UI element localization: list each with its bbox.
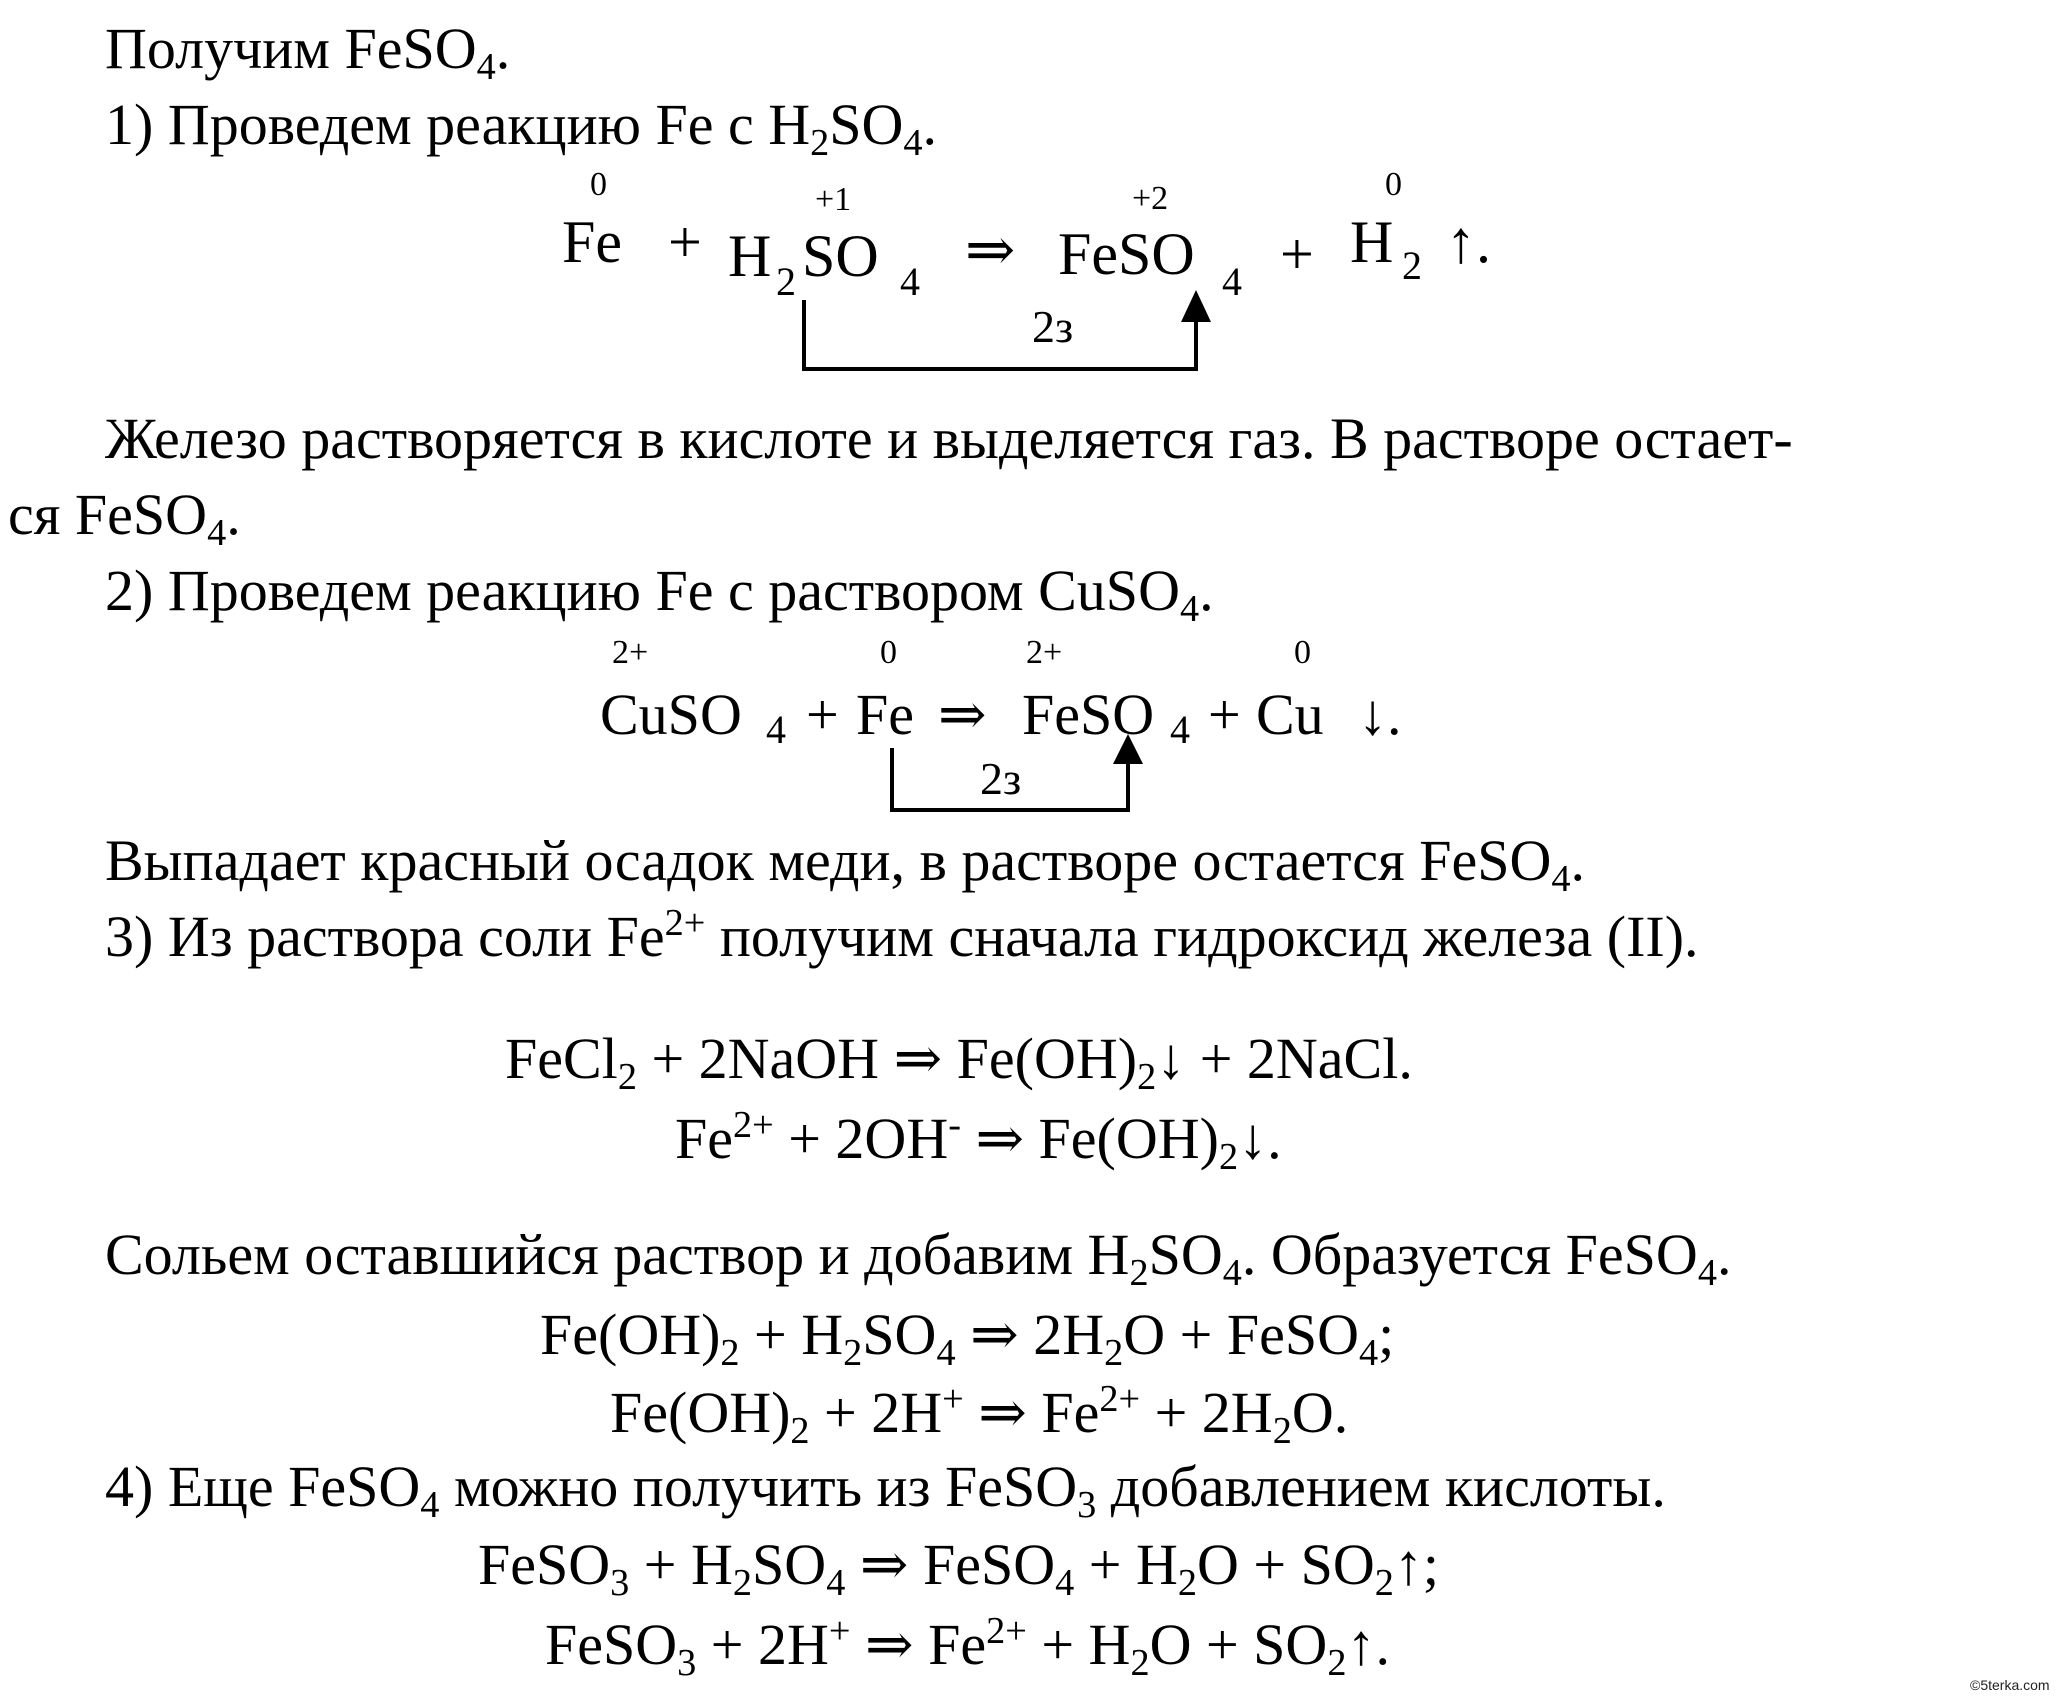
equation-4a <box>540 1302 1395 1374</box>
text: + H <box>1074 1532 1178 1597</box>
text: ; <box>1378 1302 1395 1367</box>
subscript: 4 <box>1697 1251 1717 1294</box>
paragraph-2 <box>105 828 1585 900</box>
oxidation-state: +2 <box>1132 180 1169 217</box>
subscript: 2 <box>1218 1135 1239 1178</box>
paragraph-1-line-2 <box>8 482 241 554</box>
text: ⇒ Fe <box>963 1380 1100 1445</box>
oxidation-state: 0 <box>1385 166 1402 203</box>
subscript: 4 <box>207 511 227 554</box>
text: . <box>226 482 241 547</box>
superscript: - <box>948 1103 961 1146</box>
subscript: 4 <box>476 45 496 88</box>
text: Получим FeSO <box>105 16 477 81</box>
subscript: 2 <box>1402 243 1422 288</box>
subscript: 2 <box>810 121 830 164</box>
subscript: 2 <box>790 1409 810 1452</box>
step-1-heading <box>105 92 938 164</box>
arrow-up-icon <box>1113 734 1143 764</box>
text: 3) Из раствора соли Fe <box>105 904 665 969</box>
text: + 2H <box>1140 1380 1273 1445</box>
text: SO <box>862 1302 937 1367</box>
step-3-heading <box>105 901 1699 969</box>
text: O + SO <box>1196 1532 1375 1597</box>
watermark: ©5terka.com <box>1970 1677 2050 1693</box>
transfer-bracket-left <box>802 300 806 370</box>
transfer-bracket-left <box>890 748 894 812</box>
text: FeSO <box>478 1532 611 1597</box>
text: O + FeSO <box>1123 1302 1359 1367</box>
text: . <box>1570 828 1585 893</box>
equation-3a <box>505 1026 1413 1098</box>
subscript: 4 <box>1358 1331 1379 1374</box>
text: Сольем оставшийся раствор и добавим H <box>105 1222 1130 1287</box>
subscript: 4 <box>903 121 923 164</box>
plus-sign: + <box>1280 221 1314 287</box>
subscript: 2 <box>1177 1561 1197 1604</box>
subscript: 4 <box>420 1483 440 1526</box>
text: ↑. <box>1346 1612 1390 1677</box>
text: получим сначала гидроксид железа (II). <box>705 904 1699 969</box>
text: Fe(OH) <box>540 1302 721 1367</box>
text: SO <box>1148 1222 1223 1287</box>
formula: FeSO <box>1022 682 1155 747</box>
text: SO <box>752 1532 827 1597</box>
superscript: 2+ <box>664 901 706 944</box>
subscript: 2 <box>732 1561 753 1604</box>
subscript: 2 <box>1104 1331 1124 1374</box>
subscript: 3 <box>1077 1483 1097 1526</box>
formula: Fe <box>562 209 622 275</box>
subscript: 2 <box>1374 1561 1394 1604</box>
equation-5b <box>545 1609 1390 1684</box>
oxidation-state: 2+ <box>612 634 649 671</box>
subscript: 4 <box>936 1331 956 1374</box>
formula: H <box>728 223 772 289</box>
text: ⇒ FeSO <box>845 1532 1056 1597</box>
electron-transfer-label: 2з <box>1032 301 1074 352</box>
text: + H <box>1026 1612 1131 1677</box>
paragraph-3 <box>105 1222 1732 1294</box>
equation-4b <box>610 1377 1349 1452</box>
text: O. <box>1291 1380 1349 1445</box>
text: SO <box>829 92 904 157</box>
text: O + SO <box>1149 1612 1328 1677</box>
plus-sign: + <box>1208 682 1241 747</box>
subscript: 2 <box>1129 1251 1149 1294</box>
subscript: 4 <box>1222 1251 1242 1294</box>
text: Fe <box>675 1106 733 1171</box>
subscript: 2 <box>1327 1641 1347 1684</box>
subscript: 2 <box>1272 1409 1292 1452</box>
formula: SO <box>802 223 879 289</box>
plus-sign: + <box>806 682 839 747</box>
text: Fe(OH) <box>610 1380 791 1445</box>
transfer-bracket-bottom <box>890 808 1130 812</box>
text: ⇒ Fe <box>850 1612 987 1677</box>
formula: H <box>1350 209 1394 275</box>
subscript: 3 <box>677 1641 697 1684</box>
text: 4) Еще FeSO <box>105 1454 421 1519</box>
subscript: 4 <box>1179 587 1200 630</box>
text: . <box>1199 558 1214 623</box>
formula: CuSO <box>600 682 742 747</box>
superscript: 2+ <box>733 1103 774 1146</box>
oxidation-state: 0 <box>1294 634 1311 671</box>
text: 1) Проведем реакцию Fe с H <box>105 92 811 157</box>
text: ↓. <box>1238 1106 1282 1171</box>
text: . <box>1716 1222 1732 1287</box>
subscript: 2 <box>617 1055 637 1098</box>
step-4-heading <box>105 1454 1666 1526</box>
subscript: 2 <box>1130 1641 1150 1684</box>
text: + H <box>739 1302 844 1367</box>
subscript: 4 <box>826 1561 846 1604</box>
plus-sign: + <box>668 209 702 275</box>
text: ся FeSO <box>8 482 208 547</box>
subscript: 2 <box>720 1331 740 1374</box>
subscript: 4 <box>1170 707 1190 752</box>
oxidation-state: 2+ <box>1026 634 1063 671</box>
subscript: 2 <box>843 1331 863 1374</box>
reaction-arrow: ⇒ <box>965 217 1016 283</box>
subscript: 4 <box>1551 857 1571 900</box>
text: 2) Проведем реакцию Fe с раствором CuSO <box>105 558 1180 623</box>
formula: FeSO <box>1058 221 1195 287</box>
text: + H <box>629 1532 733 1597</box>
text: + 2OH <box>773 1106 949 1171</box>
equation-5a <box>478 1532 1439 1604</box>
text: . Образуется FeSO <box>1241 1222 1698 1287</box>
intro-line <box>105 16 511 88</box>
arrow-up-icon <box>1181 290 1211 322</box>
oxidation-state: 0 <box>880 634 897 671</box>
text: . <box>495 16 511 81</box>
transfer-bracket-right <box>1126 760 1130 812</box>
equation-3b <box>675 1103 1282 1178</box>
text: FeCl <box>505 1026 618 1091</box>
superscript: + <box>942 1377 964 1420</box>
superscript: 2+ <box>986 1609 1027 1652</box>
text: + 2NaOH ⇒ Fe(OH) <box>636 1026 1138 1091</box>
text: . <box>922 92 938 157</box>
reaction-arrow: ⇒ <box>938 682 987 747</box>
subscript: 4 <box>900 259 920 304</box>
transfer-bracket-right <box>1194 318 1198 371</box>
text: можно получить из FeSO <box>439 1454 1078 1519</box>
text: добавлением кислоты. <box>1096 1454 1666 1519</box>
subscript: 4 <box>766 707 786 752</box>
subscript: 4 <box>1222 259 1242 304</box>
subscript: 2 <box>1137 1055 1157 1098</box>
gas-arrow: ↑. <box>1446 209 1491 275</box>
subscript: 2 <box>776 259 796 304</box>
text: + 2H <box>696 1612 829 1677</box>
electron-transfer-label: 2з <box>980 753 1022 804</box>
oxidation-state: +1 <box>815 181 852 218</box>
text: ↑; <box>1393 1532 1439 1597</box>
step-2-heading <box>105 558 1214 630</box>
text: ⇒ Fe(OH) <box>960 1106 1219 1171</box>
transfer-bracket-bottom <box>802 367 1198 371</box>
oxidation-state: 0 <box>590 166 607 203</box>
superscript: 2+ <box>1099 1377 1141 1420</box>
precipitate-arrow: ↓. <box>1358 682 1402 747</box>
text: + 2H <box>809 1380 943 1445</box>
paragraph-1-line-1: Железо растворяется в кислоте и выделяется газ. В растворе остает- <box>105 406 1793 471</box>
subscript: 3 <box>610 1561 630 1604</box>
text: Выпадает красный осадок меди, в растворе остается FeSO <box>105 828 1552 893</box>
text: ↓ + 2NaCl. <box>1156 1026 1413 1091</box>
formula: Cu <box>1256 682 1324 747</box>
text: ⇒ 2H <box>955 1302 1105 1367</box>
superscript: + <box>828 1609 851 1652</box>
subscript: 4 <box>1055 1561 1075 1604</box>
text: FeSO <box>545 1612 678 1677</box>
formula: Fe <box>856 682 914 747</box>
